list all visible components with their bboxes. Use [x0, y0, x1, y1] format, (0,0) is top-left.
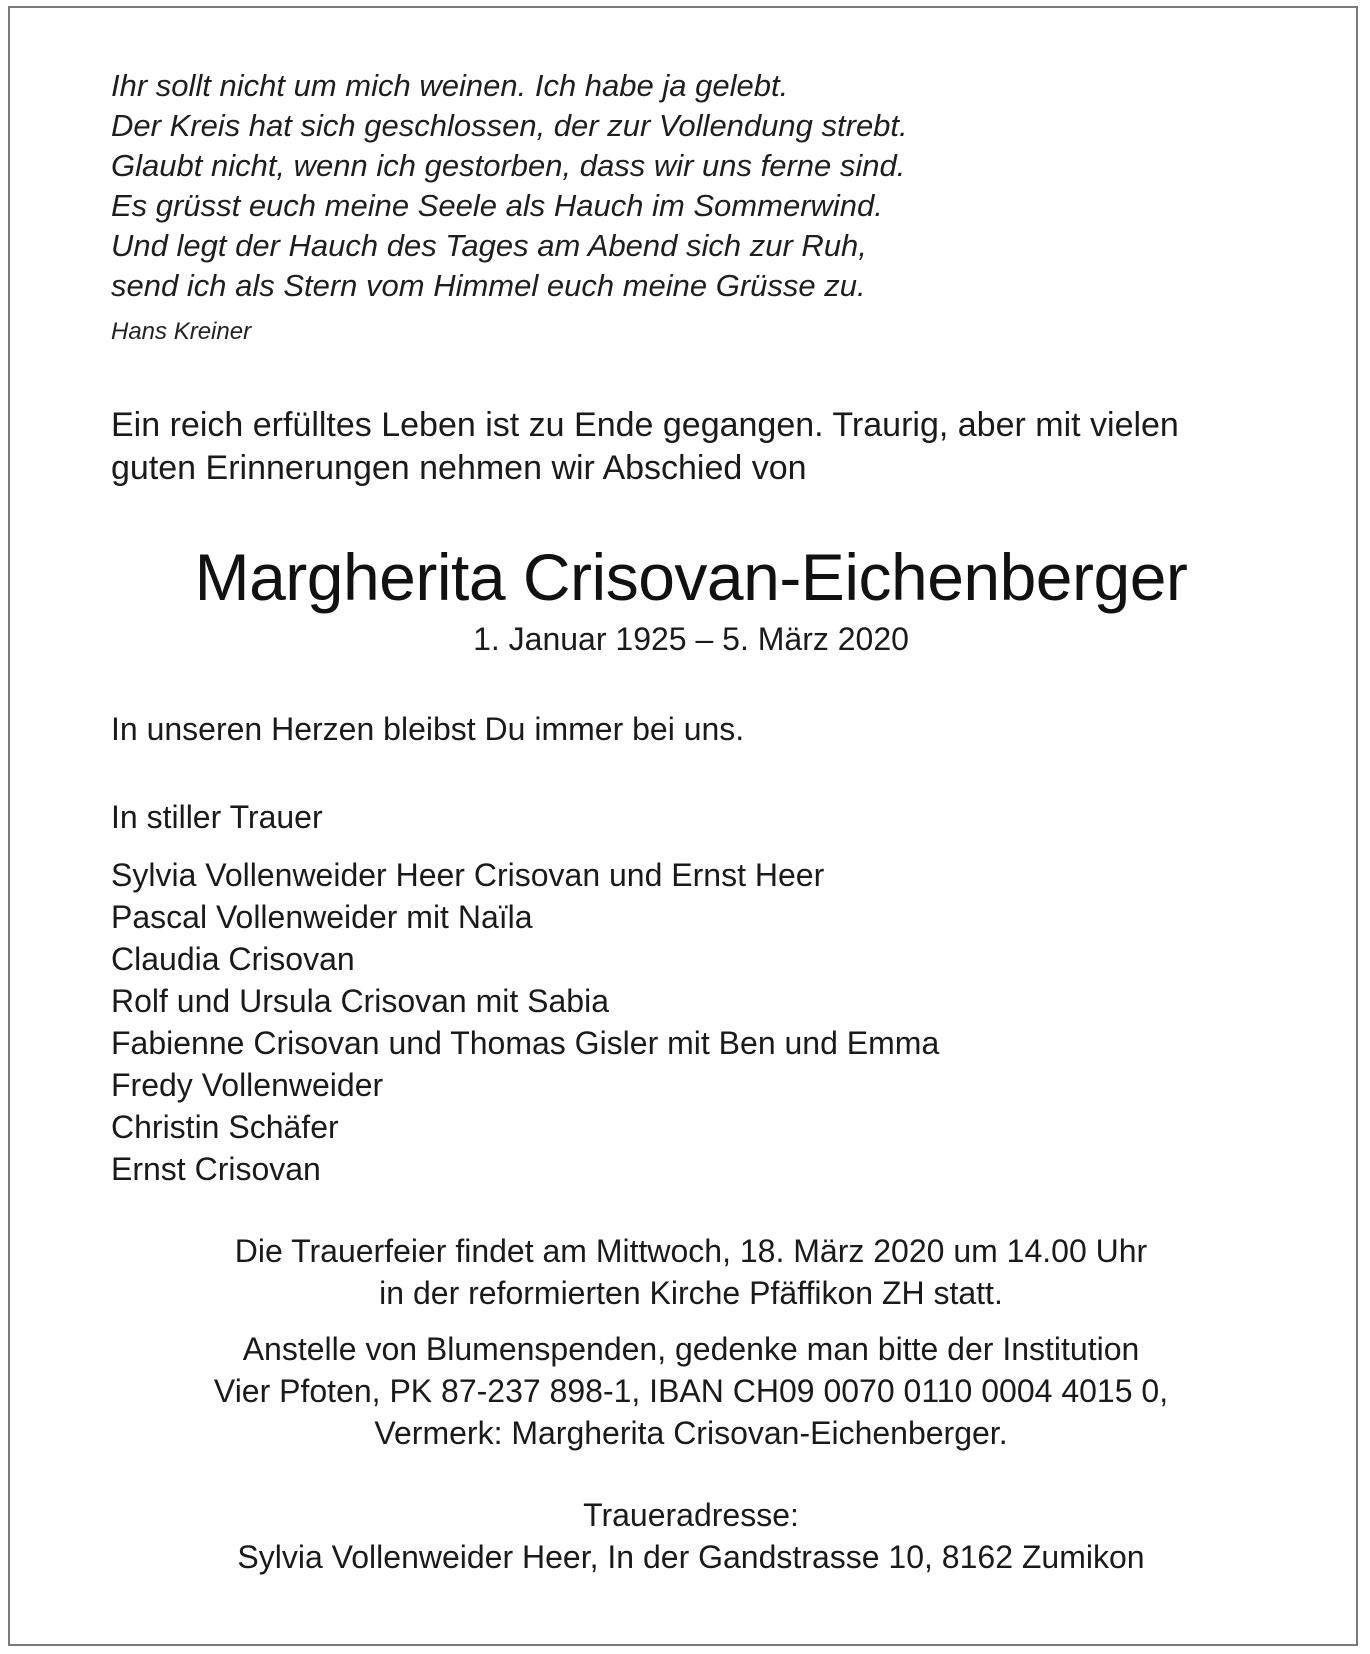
intro-line: guten Erinnerungen nehmen wir Abschied von	[111, 449, 807, 487]
mourner-name: Claudia Crisovan	[111, 941, 355, 977]
donation-line: Vermerk: Margherita Crisovan-Eichenberger.	[374, 1415, 1008, 1451]
obituary-notice	[111, 66, 1271, 1578]
closing-sentence: In unseren Herzen bleibst Du immer bei uns.	[111, 711, 745, 747]
poem-author: Hans Kreiner	[111, 318, 252, 345]
deceased-name: Margherita Crisovan-Eichenberger	[194, 540, 1188, 614]
address-label: Traueradresse:	[583, 1497, 799, 1533]
poem-line: Es grüsst euch meine Seele als Hauch im Sommerwind.	[111, 188, 883, 223]
donation-line: Anstelle von Blumenspenden, gedenke man bitte der Institution	[242, 1331, 1140, 1367]
poem-line: Und legt der Hauch des Tages am Abend sich zur Ruh,	[111, 228, 867, 263]
mourning-address	[111, 1494, 1271, 1578]
intro-line: Ein reich erfülltes Leben ist zu Ende gegangen. Traurig, aber mit vielen	[111, 406, 1179, 444]
mourner-name: Sylvia Vollenweider Heer Crisovan und Ernst Heer	[111, 857, 825, 893]
donation-line: Vier Pfoten, PK 87-237 898-1, IBAN CH09 0070 0110 0004 4015 0,	[213, 1373, 1169, 1409]
mourner-name: Fabienne Crisovan und Thomas Gisler mit Ben und Emma	[111, 1025, 940, 1061]
poem-line: Der Kreis hat sich geschlossen, der zur Vollendung strebt.	[111, 108, 908, 143]
address-value: Sylvia Vollenweider Heer, In der Gandstrasse 10, 8162 Zumikon	[237, 1539, 1145, 1575]
mourner-name: Ernst Crisovan	[111, 1151, 321, 1187]
life-dates: 1. Januar 1925 – 5. März 2020	[473, 621, 909, 657]
poem-line: send ich als Stern vom Himmel euch meine Grüsse zu.	[111, 268, 866, 303]
mourning-heading: In stiller Trauer	[111, 799, 323, 835]
ceremony-line: Die Trauerfeier findet am Mittwoch, 18. März 2020 um 14.00 Uhr	[234, 1233, 1148, 1269]
poem-line: Ihr sollt nicht um mich weinen. Ich habe ja gelebt.	[111, 68, 789, 103]
mourner-name: Rolf und Ursula Crisovan mit Sabia	[111, 983, 609, 1019]
mourner-name: Fredy Vollenweider	[111, 1067, 384, 1103]
ceremony-line: in der reformierten Kirche Pfäffikon ZH statt.	[379, 1275, 1003, 1311]
mourners-list	[111, 854, 1271, 1190]
intro-text	[111, 404, 1271, 490]
poem	[111, 66, 1271, 306]
poem-line: Glaubt nicht, wenn ich gestorben, dass wir uns ferne sind.	[111, 148, 906, 183]
donation-info	[111, 1328, 1271, 1454]
ceremony-info	[111, 1230, 1271, 1314]
mourner-name: Pascal Vollenweider mit Naïla	[111, 899, 533, 935]
mourner-name: Christin Schäfer	[111, 1109, 339, 1145]
